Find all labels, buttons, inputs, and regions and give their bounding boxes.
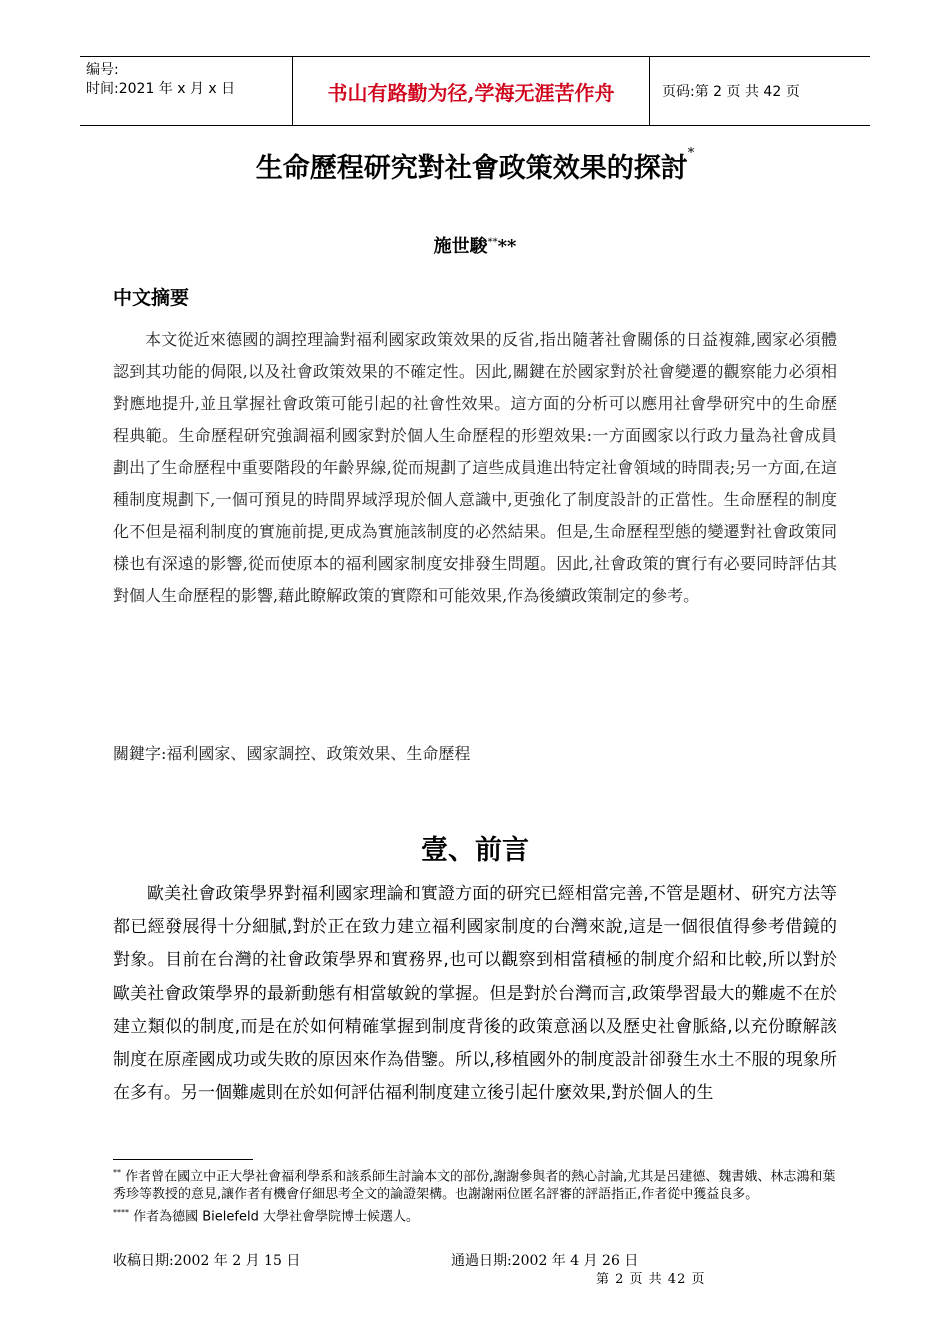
number-label: 编号:	[86, 62, 119, 78]
received-date: 收稿日期:2002 年 2 月 15 日	[113, 1253, 301, 1269]
footnote-1-mark: **	[113, 1168, 121, 1177]
footnote-divider	[113, 1159, 253, 1160]
header-page-info: 页码:第 2 页 共 42 页	[662, 84, 800, 100]
submission-dates	[113, 1250, 638, 1270]
abstract-heading: 中文摘要	[113, 287, 190, 309]
author-mark-small: **	[487, 237, 498, 248]
page-number-footer: 第 2 页 共 42 页	[596, 1272, 706, 1287]
time-label: 时间:2021 年 x 月 x 日	[86, 81, 236, 97]
footnote-2-mark: ****	[113, 1208, 129, 1218]
footnotes	[113, 1164, 843, 1227]
document-title	[0, 146, 950, 185]
title-text: 生命歷程研究對社會政策效果的探討	[255, 153, 688, 184]
footnote-2	[113, 1204, 843, 1226]
title-footnote-mark: *	[687, 146, 695, 161]
footnote-1-text: 作者曾在國立中正大學社會福利學系和該系師生討論本文的部份,謝謝參與者的熱心討論,尤其是呂建德、魏書娥、林志鴻和葉秀珍等教授的意見,讓作者有機會仔細思考全文的論證架構。也謝謝兩位匿名評審的評語指正,作者從中獲益良多。	[113, 1169, 836, 1203]
keywords: 關鍵字:福利國家、國家調控、政策效果、生命歷程	[113, 744, 471, 763]
accepted-date: 通過日期:2002 年 4 月 26 日	[451, 1253, 639, 1269]
section-body-text: 歐美社會政策學界對福利國家理論和實證方面的研究已經相當完善,不管是題材、研究方法等都已經發展得十分細膩,對於正在致力建立福利國家制度的台灣來說,這是一個很值得參考借鏡的對象。目前在台灣的社會政策學界和實務界,也可以觀察到相當積極的制度介紹和比較,所以對於歐美社會政策學界的最新動態有相當敏銳的掌握。但是對於台灣而言,政策學習最大的難處不在於建立類似的制度,而是在於如何精確掌握到制度背後的政策意涵以及歷史社會脈絡,以充份瞭解該制度在原產國成功或失敗的原因來作為借鑒。所以,移植國外的制度設計卻發生水土不服的現象所在多有。另一個難處則在於如何評估福利制度建立後引起什麼效果,對於個人的生	[113, 884, 837, 1104]
abstract-text: 本文從近來德國的調控理論對福利國家政策效果的反省,指出隨著社會關係的日益複雜,國家必須體認到其功能的侷限,以及社會政策效果的不確定性。因此,關鍵在於國家對於社會變遷的觀察能力必須相對應地提升,並且掌握社會政策可能引起的社會性效果。這方面的分析可以應用社會學研究中的生命歷程典範。生命歷程研究強調福利國家對於個人生命歷程的形塑效果:一方面國家以行政力量為社會成員劃出了生命歷程中重要階段的年齡界線,從而規劃了這些成員進出特定社會領域的時間表;另一方面,在這種制度規劃下,一個可預見的時間界域浮現於個人意識中,更強化了制度設計的正當性。生命歷程的制度化不但是福利制度的實施前提,更成為實施該制度的必然結果。但是,生命歷程型態的變遷對社會政策同樣也有深遠的影響,從而使原本的福利國家制度安排發生問題。因此,社會政策的實行有必要同時評估其對個人生命歷程的影響,藉此瞭解政策的實際和可能效果,作為後續政策制定的參考。	[113, 330, 837, 605]
author-line	[0, 232, 950, 258]
author-name: 施世駿	[433, 236, 488, 257]
header-meta	[80, 57, 292, 125]
section-heading: 壹、前言	[421, 835, 529, 866]
page-header	[80, 56, 870, 126]
footnote-2-text: 作者為德國 Bielefeld 大學社會學院博士候選人。	[129, 1209, 419, 1225]
footnote-1	[113, 1164, 843, 1204]
header-motto: 书山有路勤为径,学海无涯苦作舟	[292, 57, 650, 125]
author-mark-large: **	[497, 236, 517, 257]
